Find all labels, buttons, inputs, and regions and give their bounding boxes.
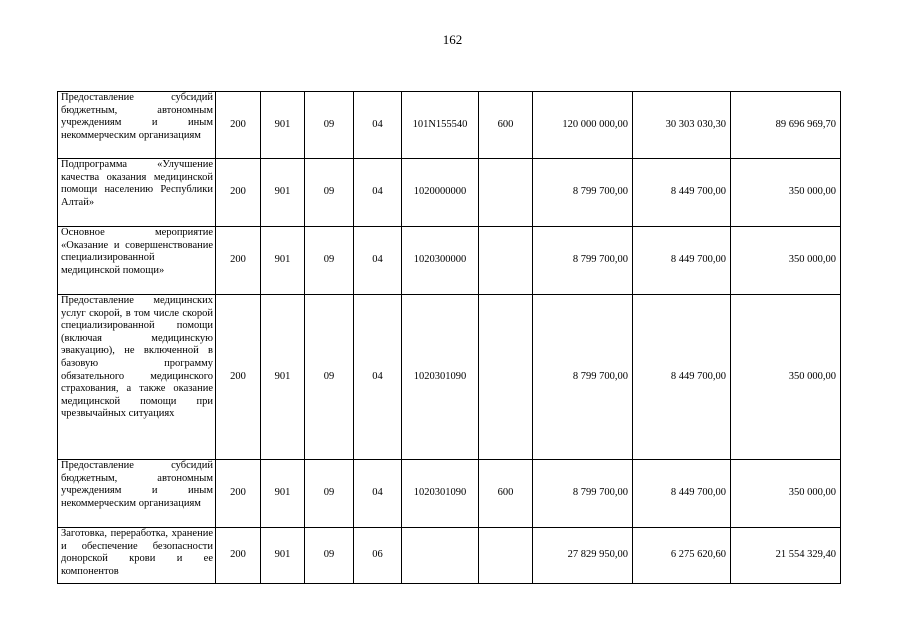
sum-3-cell: 350 000,00 xyxy=(731,460,841,528)
expense-type-cell xyxy=(479,528,533,584)
ministry-code-cell: 901 xyxy=(261,92,305,159)
sum-3-cell: 350 000,00 xyxy=(731,295,841,460)
table-row xyxy=(58,295,841,460)
row-name: Подпрограмма «Улучшение качества оказания медицинской помощи населению Республики Алтай» xyxy=(61,159,213,208)
row-name: Заготовка, переработка, хранение и обеспечение безопасности донорской крови и ее компонентов xyxy=(61,528,213,577)
ministry-code-cell: 901 xyxy=(261,460,305,528)
table-row xyxy=(58,227,841,295)
sum-2-cell: 8 449 700,00 xyxy=(633,460,731,528)
expense-type-cell xyxy=(479,159,533,227)
table-row xyxy=(58,92,841,159)
sum-1-cell: 8 799 700,00 xyxy=(533,159,633,227)
target-article-cell: 101N155540 xyxy=(402,92,479,159)
sum-1-cell: 8 799 700,00 xyxy=(533,227,633,295)
admin-code-cell: 200 xyxy=(216,227,261,295)
sum-1-cell: 8 799 700,00 xyxy=(533,295,633,460)
row-name-cell xyxy=(58,92,216,159)
section-cell: 09 xyxy=(305,92,354,159)
sum-2-cell: 30 303 030,30 xyxy=(633,92,731,159)
sum-2-cell: 6 275 620,60 xyxy=(633,528,731,584)
sum-2-cell: 8 449 700,00 xyxy=(633,295,731,460)
subsection-cell: 04 xyxy=(354,92,402,159)
section-cell: 09 xyxy=(305,227,354,295)
row-name-cell xyxy=(58,295,216,460)
sum-1-cell: 120 000 000,00 xyxy=(533,92,633,159)
table-row xyxy=(58,159,841,227)
sum-3-cell: 89 696 969,70 xyxy=(731,92,841,159)
section-cell: 09 xyxy=(305,528,354,584)
target-article-cell: 1020000000 xyxy=(402,159,479,227)
expense-type-cell: 600 xyxy=(479,460,533,528)
ministry-code-cell: 901 xyxy=(261,159,305,227)
admin-code-cell: 200 xyxy=(216,159,261,227)
sum-3-cell: 350 000,00 xyxy=(731,159,841,227)
sum-1-cell: 8 799 700,00 xyxy=(533,460,633,528)
admin-code-cell: 200 xyxy=(216,460,261,528)
admin-code-cell: 200 xyxy=(216,528,261,584)
sum-3-cell: 350 000,00 xyxy=(731,227,841,295)
row-name-cell xyxy=(58,460,216,528)
budget-table xyxy=(57,91,841,584)
ministry-code-cell: 901 xyxy=(261,528,305,584)
section-cell: 09 xyxy=(305,295,354,460)
row-name: Предоставление субсидий бюджетным, автономным учреждениям и иным некоммерческим организациям xyxy=(61,92,213,141)
row-name-cell xyxy=(58,227,216,295)
subsection-cell: 04 xyxy=(354,295,402,460)
expense-type-cell xyxy=(479,227,533,295)
admin-code-cell: 200 xyxy=(216,92,261,159)
subsection-cell: 04 xyxy=(354,227,402,295)
ministry-code-cell: 901 xyxy=(261,295,305,460)
row-name-cell xyxy=(58,159,216,227)
sum-2-cell: 8 449 700,00 xyxy=(633,159,731,227)
sum-2-cell: 8 449 700,00 xyxy=(633,227,731,295)
ministry-code-cell: 901 xyxy=(261,227,305,295)
row-name: Предоставление субсидий бюджетным, автономным учреждениям и иным некоммерческим организациям xyxy=(61,460,213,509)
section-cell: 09 xyxy=(305,159,354,227)
table-row xyxy=(58,528,841,584)
page-number: 162 xyxy=(442,32,463,47)
admin-code-cell: 200 xyxy=(216,295,261,460)
sum-1-cell: 27 829 950,00 xyxy=(533,528,633,584)
table-row xyxy=(58,460,841,528)
expense-type-cell: 600 xyxy=(479,92,533,159)
row-name-cell xyxy=(58,528,216,584)
sum-3-cell: 21 554 329,40 xyxy=(731,528,841,584)
subsection-cell: 04 xyxy=(354,460,402,528)
target-article-cell: 1020300000 xyxy=(402,227,479,295)
subsection-cell: 06 xyxy=(354,528,402,584)
section-cell: 09 xyxy=(305,460,354,528)
expense-type-cell xyxy=(479,295,533,460)
target-article-cell xyxy=(402,528,479,584)
subsection-cell: 04 xyxy=(354,159,402,227)
row-name: Основное мероприятие «Оказание и совершенствование специализированной медицинской помощи» xyxy=(61,227,213,276)
target-article-cell: 1020301090 xyxy=(402,295,479,460)
target-article-cell: 1020301090 xyxy=(402,460,479,528)
row-name: Предоставление медицинских услуг скорой, в том числе скорой специализированной помощи (включая медицинскую эвакуацию), не включенной в базовую программу обязательного медицинского страхования, а также оказание медицинской помощи при чрезвычайных ситуациях xyxy=(61,295,213,420)
